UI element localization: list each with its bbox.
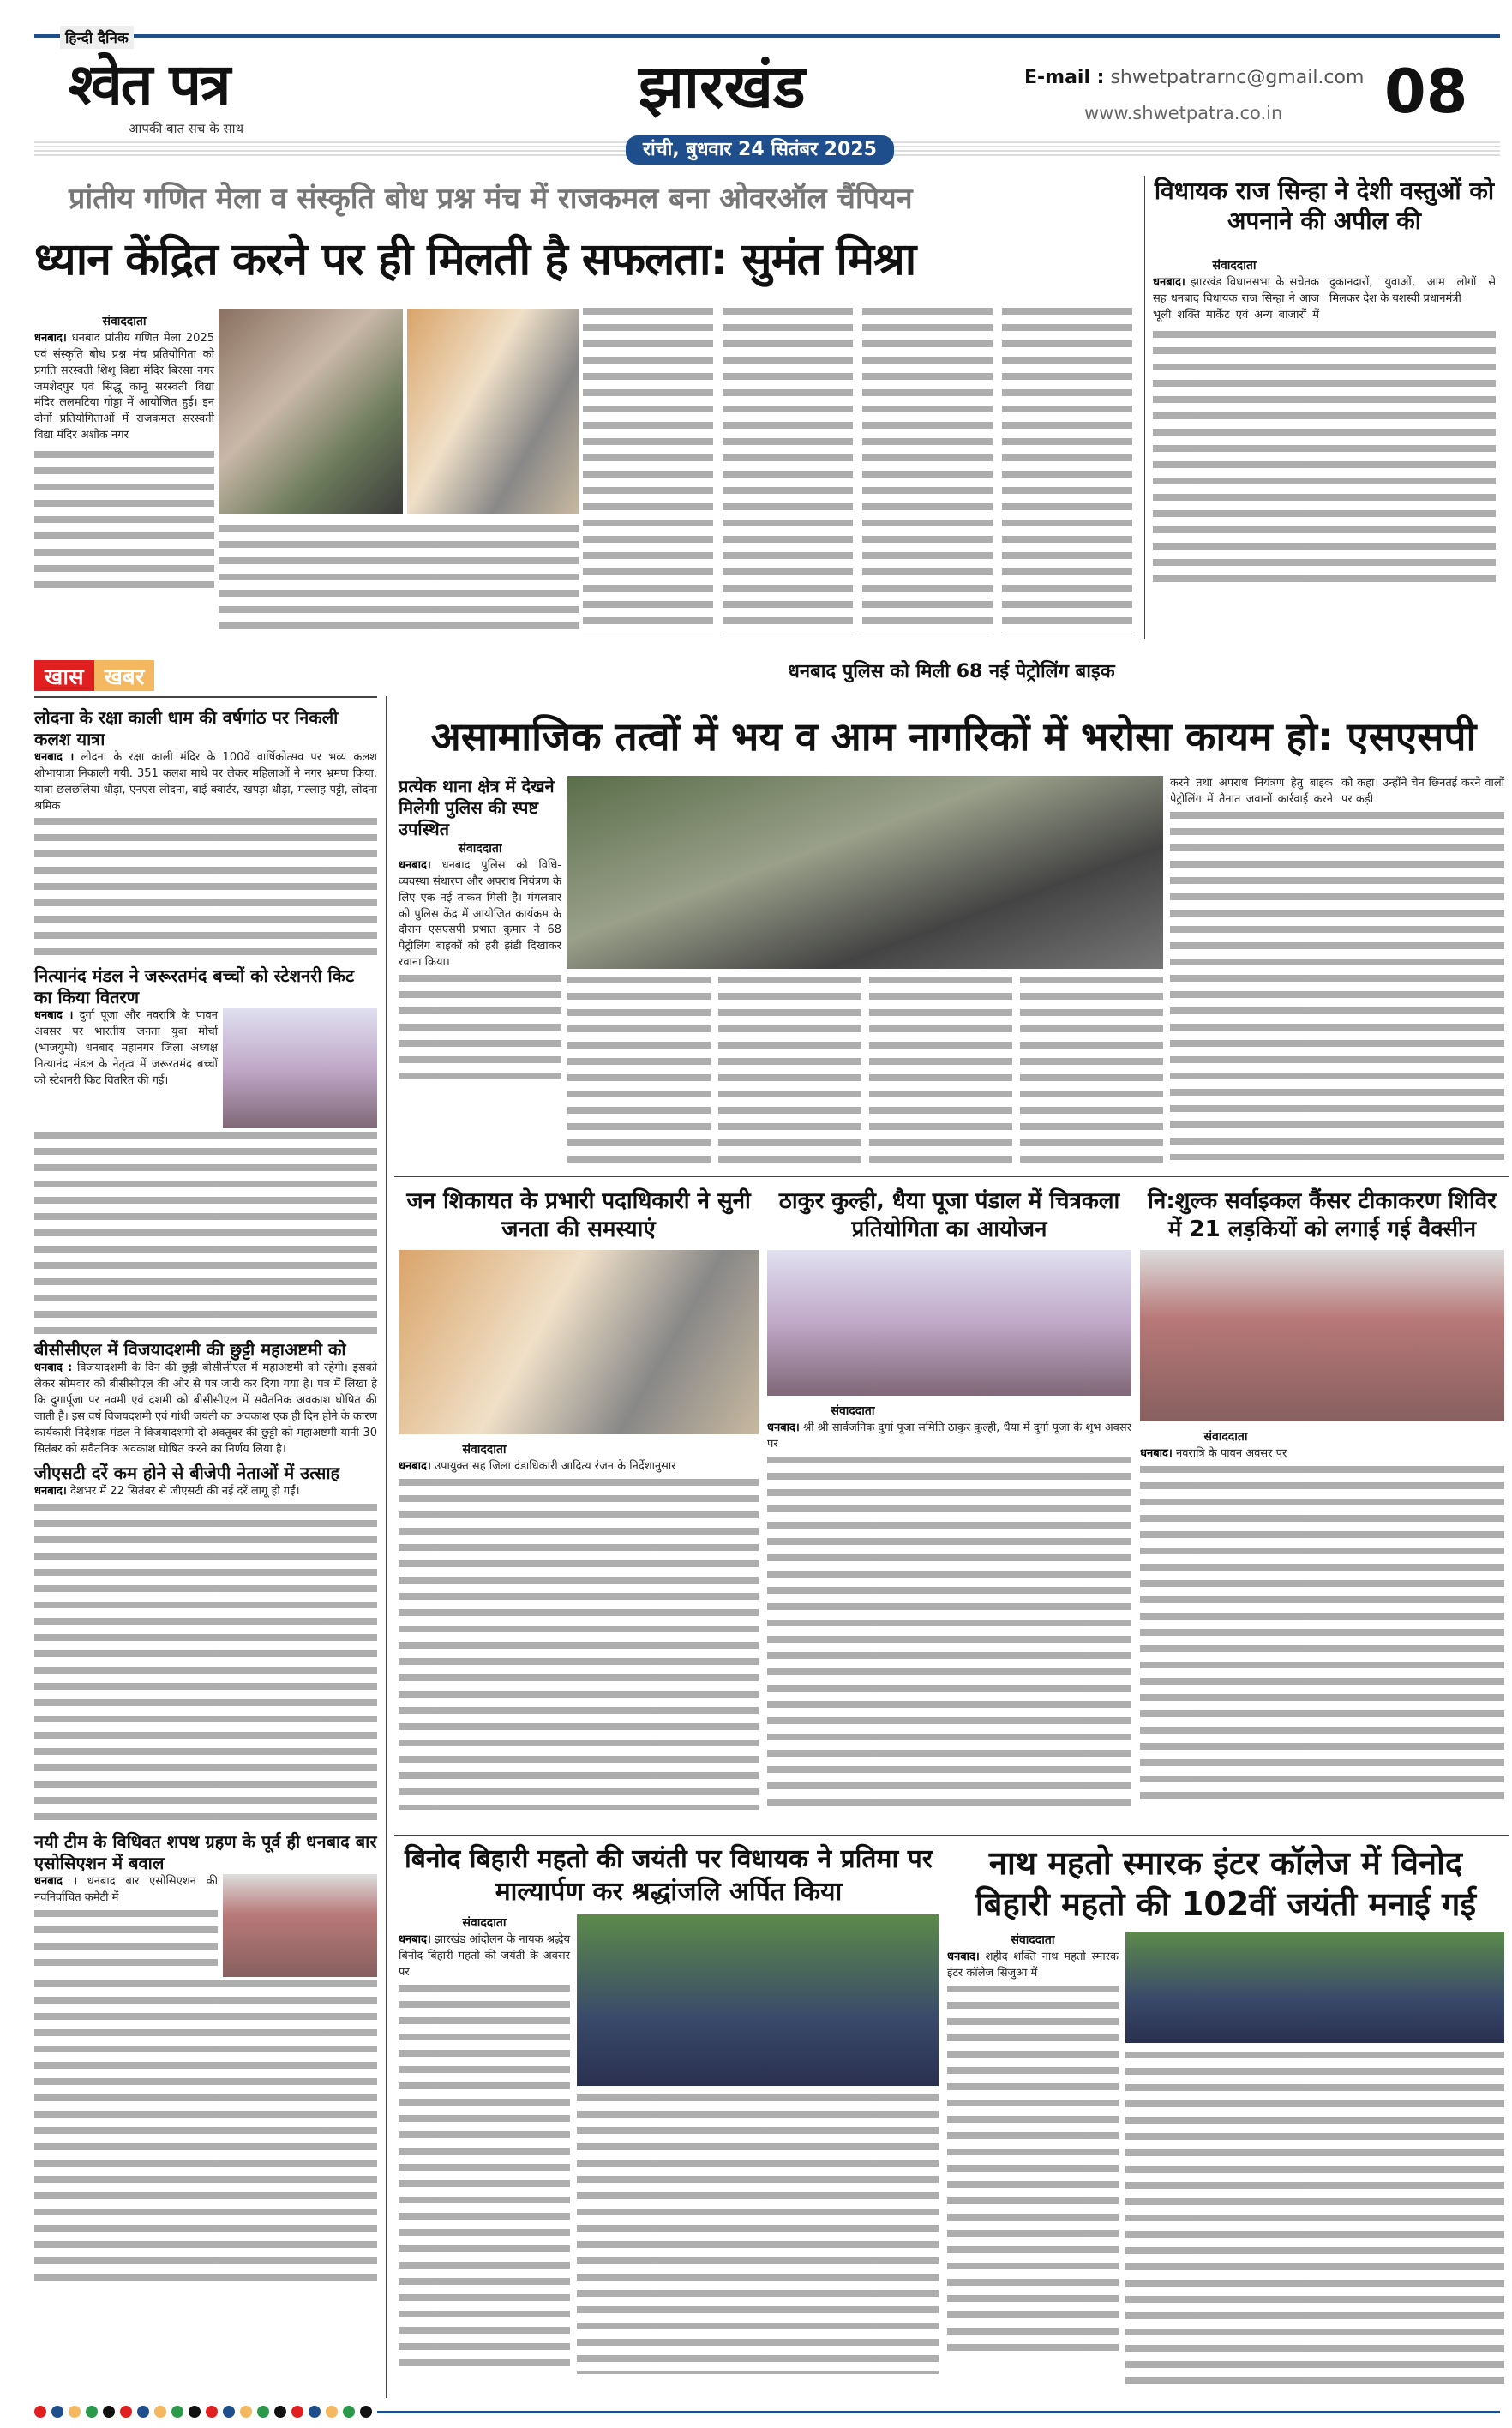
dateline: धनबाद । (34, 1875, 77, 1889)
story-photo (767, 1250, 1131, 1396)
page-number: 08 (1384, 57, 1468, 127)
footer-dot (257, 2406, 269, 2418)
story-text: धनबाद बार एसोसिएशन की नवनिर्वाचित कमेटी में (34, 1875, 218, 1905)
story-headline: जीएसटी दरें कम होने से बीजेपी नेताओं में उत्साह (34, 1463, 340, 1484)
divider (394, 1835, 1509, 1836)
lead-photo-2 (407, 309, 579, 514)
footer-dot (326, 2406, 338, 2418)
lead-photo-1 (219, 309, 403, 514)
text-lines (567, 973, 1163, 1166)
khaas-khabar-label (34, 660, 154, 691)
dateline-badge: रांची, बुधवार 24 सितंबर 2025 (626, 135, 894, 165)
subhead: प्रत्येक थाना क्षेत्र में देखने मिलेगी पुलिस की स्पष्ट उपस्थित (399, 776, 555, 839)
byline: संवाददाता (1011, 1933, 1055, 1947)
story-headline: नयी टीम के विधिवत शपथ ग्रहण के पूर्व ही धनबाद बार एसोसिएशन में बवाल (34, 1831, 377, 1874)
footer-dot (34, 2406, 46, 2418)
email-address[interactable]: shwetpatrarnc@gmail.com (1110, 67, 1365, 88)
mid-story-3 (1140, 1187, 1504, 1806)
footer-rule (377, 2411, 1500, 2413)
story-text: धनबाद पुलिस को विधि-व्यवस्था संधारण और अपराध नियंत्रण के लिए एक नई ताकत मिली है। मंगलवार को पुलिस केंद्र में आयोजित कार्यक्रम के दौरान एसएसपी प्रभात कुमार ने 68 पेट्रोलिंग बाइकों को हरी झंडी दिखाकर रवाना किया। (399, 859, 561, 970)
story-text: विजयादशमी के दिन की छुट्टी बीसीसीएल में महाअष्टमी को रहेगी। इसको लेकर सोमवार को बीसीसीएल की ओर से पत्र जारी कर दिया गया है। पत्र में लिखा है कि दुगार्पूजा पर नवमी एवं दशमी को बीसीसीएल में सवैतनिक अवकाश घोषित की जाती है। इस वर्ष विजयदशमी एवं गांधी जयंती का अवकाश एक ही दिन होने के कारण कार्यकारी निदेशक मंडल ने विजयादशमी दो अक्तूबर की छुट्टी को महाअष्टमी यानी 30 सितंबर को सवैतनिक अवकाश घोषित करने का निर्णय लिया है। (34, 1361, 377, 1456)
police-bikes-photo (567, 776, 1163, 969)
story-photo (223, 1874, 377, 1977)
footer-dot (120, 2406, 132, 2418)
mid-story-2 (767, 1187, 1131, 1813)
footer-dot (240, 2406, 252, 2418)
text-lines (34, 1500, 377, 1826)
text-lines (34, 814, 377, 960)
text-lines (399, 971, 561, 1083)
divider (386, 696, 387, 2398)
story-headline: बिनोद बिहारी महतो की जयंती पर विधायक ने प्रतिमा पर माल्यार्पण कर श्रद्धांजलि अर्पित किया (405, 1844, 933, 1907)
story-headline: नाथ महतो स्मारक इंटर कॉलेज में विनोद बिहारी महतो की 102वीं जयंती मनाई गई (975, 1844, 1477, 1923)
story-text: दुर्गा पूजा और नवरात्रि के पावन अवसर पर भारतीय जनता युवा मोर्चा (भाजयुमो) धनबाद महानगर जिला अध्यक्ष नित्यानंद मंडल के नेतृत्व में जरूरतमंद बच्चों को स्टेशनरी किट वितरित की गई। (34, 1009, 218, 1087)
story-photo (1125, 1932, 1504, 2043)
dateline: धनबाद । (34, 1009, 74, 1023)
byline: संवाददाता (1212, 259, 1257, 273)
side-headline: विधायक राज सिन्हा ने देशी वस्तुओं को अपनाने की अपील की (1154, 177, 1495, 235)
dateline: धनबाद। (947, 1950, 980, 1963)
lead-kicker-box (69, 182, 1131, 217)
lead-headline: ध्यान केंद्रित करने पर ही मिलती है सफलता: सुमंत मिश्रा (34, 234, 916, 285)
footer-dot (171, 2406, 183, 2418)
tagline: आपकी बात सच के साथ (129, 121, 244, 136)
story-text: देशभर में 22 सितंबर से जीएसटी की नई दरें लागू हो गईं। (69, 1485, 300, 1499)
byline: संवाददाता (458, 842, 502, 856)
divider (34, 696, 377, 698)
footer-dot (223, 2406, 235, 2418)
email-label: E-mail : (1024, 67, 1105, 88)
dateline: धनबाद। (34, 1485, 67, 1499)
text-lines (1153, 328, 1496, 585)
footer-dot (360, 2406, 372, 2418)
dateline: धनबाद। (767, 1421, 800, 1434)
divider (1144, 176, 1145, 639)
story-text: झारखंड आंदोलन के नायक श्रद्धेय बिनोद बिहारी महतो की जयंती के अवसर पर (399, 1933, 570, 1979)
footer-dot (154, 2406, 166, 2418)
story-text: नवरात्रि के पावन अवसर पर (1175, 1447, 1287, 1460)
text-lines (219, 521, 579, 633)
story-headline: नित्यानंद मंडल ने जरूरतमंद बच्चों को स्टेशनरी किट का किया वितरण (34, 965, 355, 1008)
story-photo (1140, 1250, 1504, 1421)
text-lines (34, 1907, 218, 1975)
text-lines (399, 1475, 759, 1810)
dateline: धनबाद। (399, 1460, 431, 1473)
footer-dot (103, 2406, 115, 2418)
dateline: धनबाद। (1153, 276, 1185, 289)
bottom-story-2 (947, 1843, 1504, 2391)
left-column (34, 707, 377, 2286)
story-text: उपायुक्त सह जिला दंडाधिकारी आदित्य रंजन के निर्देशानुसार (434, 1460, 676, 1473)
dateline: धनबाद। (34, 332, 67, 345)
byline: संवाददाता (102, 315, 147, 328)
story-text: शहीद शक्ति नाथ महतो स्मारक इंटर कॉलेज सिजुआ में (947, 1950, 1119, 1980)
edition-tag: हिन्दी दैनिक (60, 26, 134, 49)
text-lines (34, 1977, 377, 2286)
website-link[interactable]: www.shwetpatra.co.in (1084, 103, 1283, 123)
text-lines (1125, 2048, 1504, 2391)
bottom-story-1 (399, 1843, 939, 2376)
footer-dot (137, 2406, 149, 2418)
lead-kicker: प्रांतीय गणित मेला व संस्कृति बोध प्रश्न मंच में राजकमल बना ओवरऑल चैंपियन (69, 182, 913, 216)
story-text: करने तथा अपराध नियंत्रण हेतु बाइक पेट्रोलिंग में तैनात जवानों कार्रवाई करने को कहा। उन्होंने चैन छिनतई करने वालों पर कड़ी (1170, 777, 1504, 806)
text-lines (767, 1453, 1131, 1813)
story-headline: ठाकुर कुल्ही, धैया पूजा पंडाल में चित्रकला प्रतियोगिता का आयोजन (778, 1188, 1120, 1242)
dateline: धनबाद । (34, 751, 75, 764)
footer-dot (69, 2406, 81, 2418)
text-lines (399, 1981, 570, 2376)
lead-body-col (34, 313, 214, 593)
state-edition-title: झारखंड (639, 51, 806, 122)
story-photo (577, 1914, 939, 2086)
byline: संवाददाता (1203, 1430, 1248, 1444)
story-text: श्री श्री सार्वजनिक दुर्गा पूजा समिति ठाकुर कुल्ही, धैया में दुर्गा पूजा के शुभ अवसर पर (767, 1421, 1131, 1451)
story-headline: नि:शुल्क सर्वाइकल कैंसर टीकाकरण शिविर में 21 लड़कियों को लगाई गई वैक्सीन (1148, 1188, 1497, 1242)
text-lines (34, 448, 214, 593)
footer-dot (291, 2406, 303, 2418)
story-photo (399, 1250, 759, 1434)
label-part: खबर (94, 660, 155, 691)
footer-dot (309, 2406, 321, 2418)
byline: संवाददाता (831, 1404, 875, 1418)
police-headline-box (403, 713, 1504, 760)
masthead-rule (34, 34, 1500, 38)
mid-story-1 (399, 1187, 759, 1810)
footer-dot (206, 2406, 218, 2418)
byline: संवाददाता (462, 1916, 507, 1930)
label-part: खास (34, 660, 94, 691)
police-kicker: धनबाद पुलिस को मिली 68 नई पेट्रोलिंग बाइक (788, 661, 1115, 682)
lead-headline-box (34, 233, 1136, 286)
footer-dot (51, 2406, 63, 2418)
footer-color-bar (34, 2405, 1500, 2419)
text-lines (1170, 808, 1504, 1160)
police-kicker-box (394, 660, 1509, 685)
footer-dot (189, 2406, 201, 2418)
dateline: धनबाद : (34, 1361, 73, 1375)
dateline: धनबाद। (399, 859, 431, 872)
text-lines (577, 2091, 939, 2374)
police-col-right (1170, 776, 1504, 1160)
story-headline: लोदना के रक्षा काली धाम की वर्षगांठ पर निकली कलश यात्रा (34, 707, 339, 749)
text-lines (34, 1128, 377, 1334)
side-story-text: झारखंड विधानसभा के सचेतक सह धनबाद विधायक राज सिन्हा ने आज भूली शक्ति मार्केट एवं अन्य बाजारों में दुकानदारों, युवाओं, आम लोगों से मिलकर देश के यशस्वी प्रधानमंत्री (1153, 276, 1496, 322)
side-body (1153, 257, 1496, 585)
story-text: लोदना के रक्षा काली मंदिर के 100वें वार्षिकोत्सव पर भव्य कलश शोभायात्रा निकाली गयी. 351 कलश माथे पर लेकर महिलाओं ने नगर भ्रमण किया. यात्रा छलछलिया धौड़ा, एनएस लोदना, बाई क्वार्टर, खपड़ा धौड़ा, मल्लाह पट्टी, लोदना श्रमिक (34, 751, 378, 813)
text-lines (583, 304, 1140, 634)
divider (394, 1176, 1509, 1177)
lead-body: धनबाद प्रांतीय गणित मेला 2025 एवं संस्कृति बोध प्रश्न मंच प्रतियोगिता को प्रगति सरस्वती शिशु विद्या मंदिर बिरसा नगर जमशेदपुर एवं सिद्धू कानू सरस्वती विद्या मंदिर ललमटिया गोड्डा में आयोजित हुई। इन दोनों प्रतियोगिताओं में राजकमल सरस्वती विद्या मंदिर अशोक नगर (34, 332, 214, 442)
email-contact[interactable] (1024, 67, 1364, 89)
footer-dot (343, 2406, 355, 2418)
story-photo (223, 1008, 377, 1128)
police-col-1 (399, 776, 561, 1083)
dateline: धनबाद। (1140, 1447, 1173, 1460)
police-headline: असामाजिक तत्वों में भय व आम नागरिकों में भरोसा कायम हो: एसएसपी (430, 713, 1477, 760)
footer-dot (274, 2406, 286, 2418)
story-headline: जन शिकायत के प्रभारी पदाधिकारी ने सुनी जनता की समस्याएं (406, 1188, 751, 1242)
newspaper-logo: श्वेत पत्र (69, 51, 230, 117)
text-lines (1140, 1463, 1504, 1806)
story-headline: बीसीसीएल में विजयादशमी की छुट्टी महाअष्टमी को (34, 1339, 346, 1361)
byline: संवाददाता (462, 1443, 507, 1457)
dateline: धनबाद। (399, 1933, 431, 1946)
footer-dot (86, 2406, 98, 2418)
text-lines (947, 1982, 1119, 2359)
